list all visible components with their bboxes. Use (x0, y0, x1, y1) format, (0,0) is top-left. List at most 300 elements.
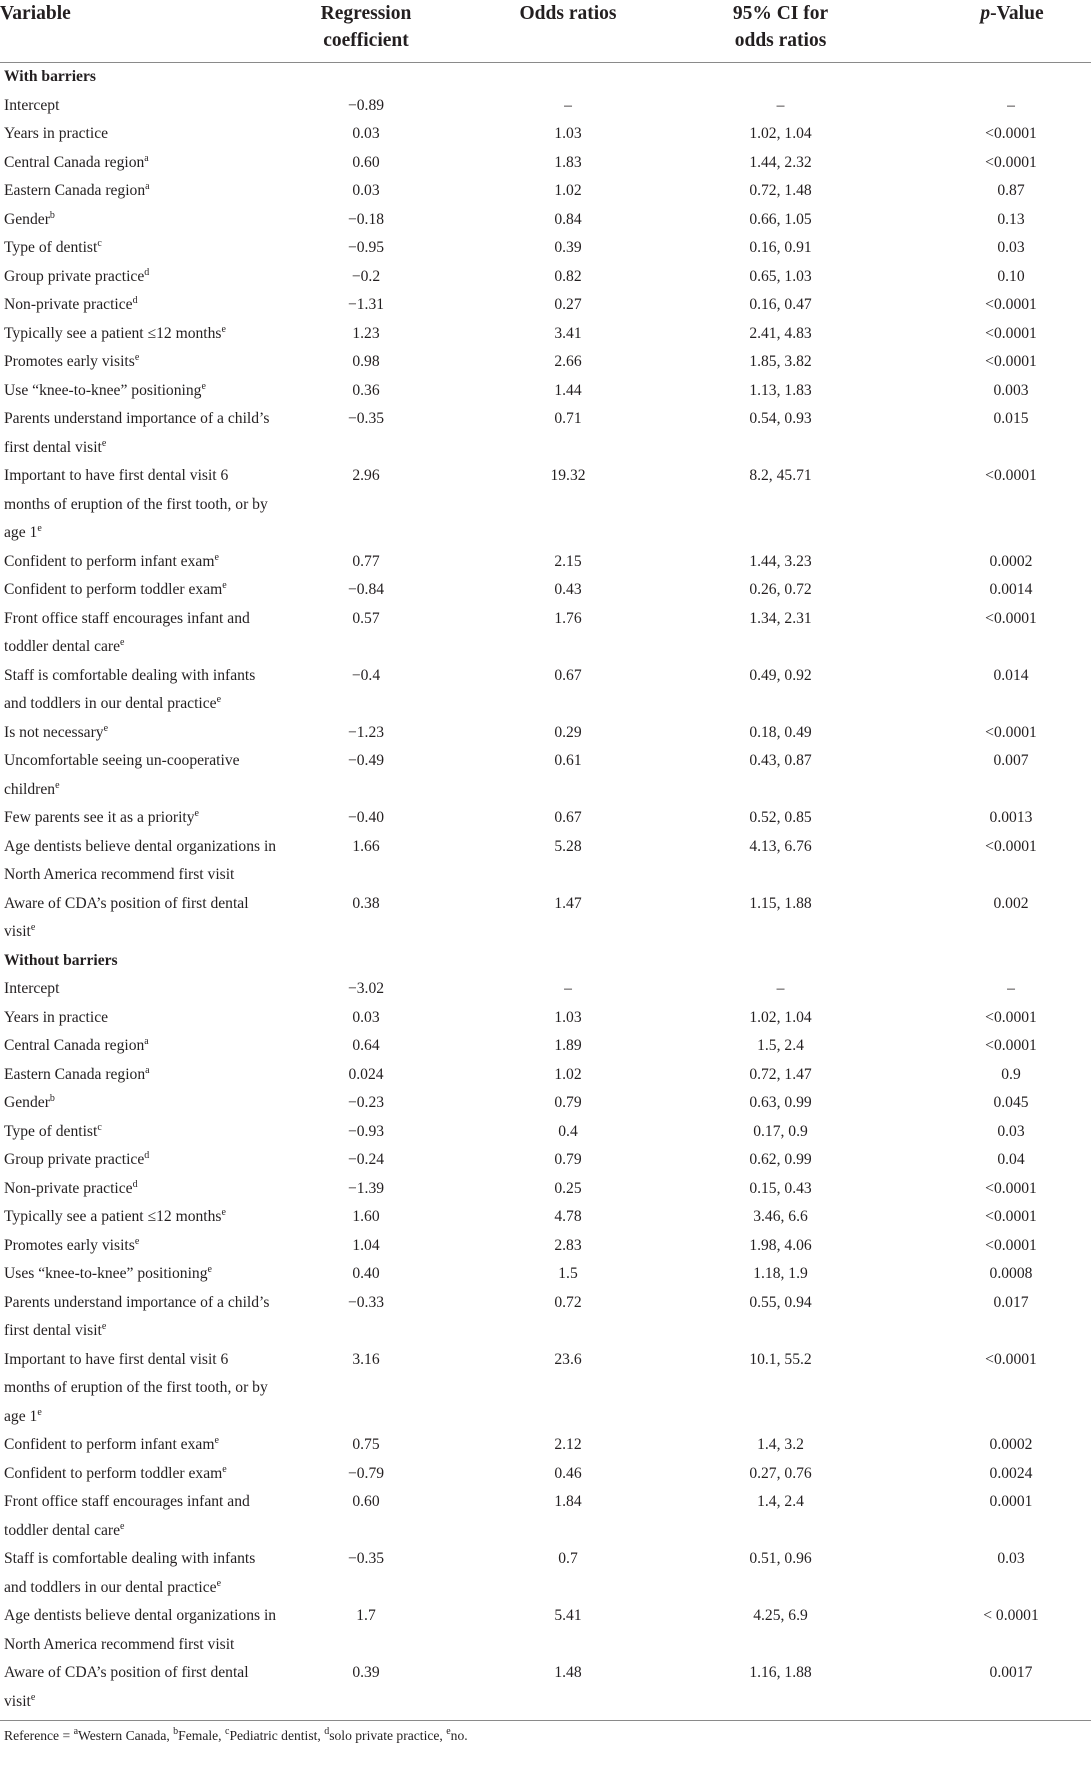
regression-coefficient-cell: −0.49 (347, 752, 385, 769)
ci-cell: 0.27, 0.76 (749, 1464, 812, 1482)
p-value-cell: <0.0001 (985, 296, 1037, 313)
odds-ratio-cell: 1.02 (554, 182, 582, 199)
variable-cell (0, 833, 286, 890)
table-header (0, 0, 1091, 63)
odds-ratio-cell: 2.66 (554, 353, 582, 370)
odds-ratio-cell: 0.82 (554, 267, 582, 285)
variable-cell (0, 1659, 286, 1721)
variable-cell (0, 1289, 286, 1346)
odds-ratio-cell: 1.76 (554, 609, 582, 627)
p-value-cell: <0.0001 (985, 153, 1037, 171)
table-row (0, 1346, 1091, 1432)
footnote-marker: e (216, 1577, 222, 1589)
odds-ratio-cell: 5.41 (554, 1607, 582, 1624)
footnote-marker: e (134, 352, 140, 363)
variable-cell (0, 1061, 286, 1090)
odds-ratio-cell: 0.43 (554, 581, 582, 598)
regression-coefficient-cell: −1.39 (347, 1179, 385, 1197)
odds-ratio-cell: 0.4 (558, 1122, 578, 1140)
footnote-item-text: Female, (178, 1728, 225, 1743)
variable-label: Type of dentist (4, 1122, 98, 1140)
regression-coefficient-cell: 0.60 (352, 153, 380, 171)
table-row (0, 263, 1091, 292)
regression-coefficient-cell: −0.4 (351, 666, 381, 684)
ci-cell: 0.54, 0.93 (749, 410, 812, 427)
ci-cell: 8.2, 45.71 (749, 467, 812, 484)
p-value-cell: 0.0008 (989, 1265, 1033, 1282)
variable-cell (0, 1602, 286, 1659)
regression-coefficient-cell: 0.03 (352, 125, 380, 142)
variable-cell (0, 1488, 286, 1545)
variable-cell (0, 1260, 286, 1289)
odds-ratio-cell: 5.28 (554, 837, 582, 855)
footnote-item-marker: a (73, 1726, 79, 1737)
odds-ratio-cell: 0.61 (554, 752, 582, 769)
footnote-marker: d (144, 1150, 150, 1161)
footnote-item-marker: e (446, 1726, 451, 1737)
odds-ratio-cell: 0.71 (554, 410, 582, 427)
variable-cell (0, 804, 286, 833)
ci-cell: 1.02, 1.04 (749, 125, 812, 142)
variable-label: Gender (4, 1094, 50, 1111)
section-title: With barriers (4, 68, 96, 85)
regression-coefficient-cell: 0.98 (352, 353, 380, 370)
odds-ratio-cell: 19.32 (550, 467, 586, 484)
regression-coefficient-cell: −1.23 (347, 723, 385, 741)
variable-label: Front office staff encourages infant and toddler dental care (4, 609, 250, 655)
variable-cell (0, 1175, 286, 1204)
variable-cell (0, 605, 286, 662)
variable-label: Parents understand importance of a child’s first dental visit (4, 1293, 270, 1339)
odds-ratio-cell: 1.48 (554, 1664, 582, 1681)
header-ci (690, 0, 871, 63)
ci-cell: 0.72, 1.47 (749, 1065, 812, 1083)
variable-label: Eastern Canada region (4, 1065, 146, 1083)
footnote-marker: e (37, 1406, 42, 1418)
footnote-item-marker: c (224, 1726, 230, 1737)
variable-cell (0, 234, 286, 263)
footnote-marker: b (49, 1093, 55, 1104)
variable-cell (0, 348, 286, 377)
header-ci-line2: odds ratios (734, 30, 827, 51)
p-value-cell: <0.0001 (985, 125, 1037, 142)
footnote-marker: d (132, 295, 138, 306)
odds-ratio-cell: 1.89 (554, 1037, 582, 1054)
variable-label: Age dentists believe dental organizations in North America recommend first visit (4, 1607, 277, 1653)
table-row (0, 1203, 1091, 1232)
regression-coefficient-cell: 3.16 (352, 1350, 380, 1368)
ci-cell: 0.49, 0.92 (749, 666, 812, 684)
ci-cell: 0.65, 1.03 (749, 267, 812, 285)
p-value-cell: 0.002 (993, 894, 1029, 912)
footnote-marker: e (55, 779, 60, 791)
regression-coefficient-cell: −0.40 (347, 809, 385, 826)
variable-label: Years in practice (4, 1008, 109, 1026)
footnote-marker: a (144, 152, 149, 164)
ci-cell: 2.41, 4.83 (749, 324, 812, 342)
variable-cell (0, 1032, 286, 1061)
variable-label: Staff is comfortable dealing with infants and toddlers in our dental practice (4, 1550, 256, 1596)
variable-cell (0, 1232, 286, 1261)
footnote-marker: a (144, 1036, 149, 1047)
variable-label: Years in practice (4, 125, 109, 142)
odds-ratio-cell: – (564, 980, 572, 997)
table-row (0, 348, 1091, 377)
variable-cell (0, 377, 286, 406)
footnote-text (0, 1721, 1091, 1747)
odds-ratio-cell: 0.25 (554, 1179, 582, 1197)
table-row (0, 1545, 1091, 1602)
ci-cell: – (776, 96, 785, 114)
variable-label: Confident to perform infant exam (4, 552, 215, 570)
p-value-cell: 0.03 (997, 1122, 1025, 1140)
regression-coefficient-cell: 0.03 (352, 182, 380, 199)
variable-label: Central Canada region (4, 1037, 145, 1054)
regression-coefficient-cell: 0.40 (352, 1265, 380, 1282)
footnote-marker: e (37, 523, 42, 534)
ci-cell: 0.16, 0.91 (749, 239, 812, 256)
table-row (0, 1118, 1091, 1147)
header-regression-line2: coefficient (323, 30, 409, 51)
p-value-cell: 0.045 (993, 1094, 1029, 1111)
odds-ratio-cell: 1.03 (554, 125, 582, 142)
table-row (0, 120, 1091, 149)
footnote-marker: e (30, 922, 36, 933)
regression-coefficient-cell: 0.77 (352, 552, 380, 570)
odds-ratio-cell: 0.79 (554, 1151, 582, 1168)
p-value-cell: <0.0001 (985, 609, 1037, 627)
variable-cell (0, 1004, 286, 1033)
footnote-item-text: Pediatric dentist, (229, 1728, 325, 1743)
p-value-cell: 0.015 (993, 410, 1029, 427)
p-value-cell: 0.9 (1001, 1065, 1021, 1083)
ci-cell: 0.66, 1.05 (749, 210, 812, 228)
table-row (0, 890, 1091, 947)
footnote-marker: e (194, 808, 199, 819)
p-value-cell: 0.014 (993, 666, 1029, 684)
section-row (0, 63, 1091, 92)
variable-label: Important to have first dental visit 6 months of eruption of the first tooth, or by age 1 (4, 467, 268, 541)
footnote-marker: e (207, 1264, 212, 1275)
p-value-cell: 0.007 (993, 752, 1029, 769)
p-value-cell: <0.0001 (985, 1236, 1037, 1254)
table-row (0, 177, 1091, 206)
p-value-cell: 0.0001 (989, 1493, 1033, 1510)
table-row (0, 576, 1091, 605)
variable-label: Staff is comfortable dealing with infants and toddlers in our dental practice (4, 666, 256, 712)
footnote-marker: e (101, 437, 107, 449)
odds-ratio-cell: 0.84 (554, 210, 582, 228)
p-value-cell: 0.04 (997, 1151, 1025, 1168)
footnote-item-text: solo private practice, (329, 1728, 447, 1743)
table-row (0, 1602, 1091, 1659)
variable-cell (0, 747, 286, 804)
footnote-marker: e (134, 1235, 140, 1247)
variable-cell (0, 576, 286, 605)
ci-cell: 1.02, 1.04 (749, 1008, 812, 1026)
variable-cell (0, 177, 286, 206)
header-p-value (871, 0, 1091, 63)
regression-coefficient-cell: −0.95 (347, 239, 385, 256)
footnote-marker: e (120, 637, 125, 648)
footnote-marker: e (214, 1435, 219, 1446)
variable-label: Type of dentist (4, 239, 98, 256)
footnote-marker: d (132, 1178, 138, 1190)
odds-ratio-cell: 0.27 (554, 296, 582, 313)
regression-coefficient-cell: −0.23 (347, 1094, 385, 1111)
variable-cell (0, 320, 286, 349)
p-value-cell: 0.0014 (989, 581, 1033, 598)
footnote-item-text: Western Canada, (78, 1728, 174, 1743)
p-value-cell: – (1007, 96, 1015, 114)
p-value-cell: 0.003 (993, 381, 1029, 399)
regression-coefficient-cell: −0.79 (347, 1464, 385, 1482)
ci-cell: 0.18, 0.49 (749, 723, 812, 741)
ci-cell: 1.16, 1.88 (749, 1664, 812, 1681)
variable-cell (0, 291, 286, 320)
variable-cell (0, 263, 286, 292)
header-odds-ratios: Odds ratios (519, 3, 617, 24)
table-row (0, 1488, 1091, 1545)
table-row (0, 1659, 1091, 1721)
ci-cell: 1.44, 3.23 (749, 552, 812, 570)
variable-label: Group private practice (4, 267, 145, 285)
variable-label: Uncomfortable seeing un-cooperative children (4, 752, 240, 798)
variable-label: Uses “knee-to-knee” positioning (4, 1265, 208, 1282)
table-row (0, 1089, 1091, 1118)
variable-cell (0, 975, 286, 1004)
table-row (0, 804, 1091, 833)
ci-cell: 10.1, 55.2 (749, 1350, 812, 1368)
table-row (0, 291, 1091, 320)
p-value-cell: 0.0024 (989, 1464, 1033, 1482)
footnote-marker: e (221, 1207, 226, 1218)
ci-cell: 1.5, 2.4 (757, 1037, 804, 1054)
variable-label: Parents understand importance of a child’s first dental visit (4, 410, 270, 456)
odds-ratio-cell: 2.15 (554, 552, 582, 570)
regression-coefficient-cell: 0.03 (352, 1008, 380, 1026)
regression-coefficient-cell: 0.60 (352, 1493, 380, 1510)
odds-ratio-cell: 1.5 (558, 1265, 578, 1282)
odds-ratio-cell: 0.46 (554, 1464, 582, 1482)
variable-label: Aware of CDA’s position of first dental visit (4, 1664, 249, 1710)
table-row (0, 1146, 1091, 1175)
regression-coefficient-cell: −0.24 (347, 1151, 385, 1168)
variable-label: Few parents see it as a priority (4, 809, 195, 826)
variable-label: Non-private practice (4, 296, 133, 313)
ci-cell: 1.85, 3.82 (749, 353, 812, 370)
regression-coefficient-cell: −3.02 (347, 980, 385, 997)
odds-ratio-cell: 1.83 (554, 153, 582, 171)
table-row (0, 234, 1091, 263)
footnote-marker: a (145, 181, 150, 192)
p-value-cell: 0.0002 (989, 552, 1033, 570)
variable-cell (0, 548, 286, 577)
ci-cell: 0.52, 0.85 (749, 809, 812, 826)
variable-cell (0, 719, 286, 748)
odds-ratio-cell: 1.03 (554, 1008, 582, 1026)
variable-cell (0, 662, 286, 719)
variable-cell (0, 1118, 286, 1147)
ci-cell: 0.72, 1.48 (749, 182, 812, 199)
regression-coefficient-cell: 1.23 (352, 324, 380, 342)
odds-ratio-cell: 1.84 (554, 1493, 582, 1510)
variable-label: Typically see a patient ≤12 months (4, 1208, 222, 1225)
table-row (0, 92, 1091, 121)
p-value-cell: 0.87 (997, 182, 1025, 199)
ci-cell: 1.4, 3.2 (757, 1436, 804, 1453)
table-row (0, 1032, 1091, 1061)
variable-cell (0, 1146, 286, 1175)
ci-cell: 0.26, 0.72 (749, 581, 812, 598)
ci-cell: 0.55, 0.94 (749, 1293, 812, 1311)
regression-coefficient-cell: 0.024 (348, 1065, 384, 1083)
regression-coefficient-cell: −0.89 (347, 96, 385, 114)
regression-coefficient-cell: 0.57 (352, 609, 380, 627)
table-row (0, 149, 1091, 178)
variable-cell (0, 1089, 286, 1118)
p-value-cell: <0.0001 (985, 467, 1037, 484)
footnote-marker: e (101, 1321, 107, 1332)
regression-coefficient-cell: 1.66 (352, 837, 380, 855)
odds-ratio-cell: 0.79 (554, 1094, 582, 1111)
variable-label: Promotes early visits (4, 1236, 135, 1254)
table-row (0, 1232, 1091, 1261)
odds-ratio-cell: 2.83 (554, 1236, 582, 1254)
p-value-cell: – (1007, 980, 1015, 997)
ci-cell: 0.62, 0.99 (749, 1151, 812, 1168)
variable-cell (0, 405, 286, 462)
odds-ratio-cell: – (564, 96, 572, 114)
ci-cell: 4.25, 6.9 (753, 1607, 808, 1624)
table-row (0, 1460, 1091, 1489)
odds-ratio-cell: 1.44 (554, 381, 582, 399)
regression-coefficient-cell: 1.7 (356, 1607, 376, 1624)
header-p-rest: -Value (990, 3, 1044, 24)
regression-coefficient-cell: 2.96 (352, 467, 380, 484)
ci-cell: 0.63, 0.99 (749, 1094, 812, 1111)
regression-coefficient-cell: 0.38 (352, 894, 380, 912)
p-value-cell: 0.0017 (989, 1664, 1033, 1681)
variable-label: Confident to perform toddler exam (4, 1464, 223, 1482)
regression-coefficient-cell: 0.36 (352, 381, 380, 399)
header-variable: Variable (0, 3, 71, 24)
regression-coefficient-cell: −0.2 (351, 267, 381, 285)
footnote-marker: e (214, 551, 219, 563)
footnote-item-marker: b (173, 1726, 179, 1737)
table-row (0, 975, 1091, 1004)
p-value-cell: 0.03 (997, 239, 1025, 256)
ci-cell: 0.43, 0.87 (749, 752, 812, 769)
p-value-cell: <0.0001 (985, 1208, 1037, 1225)
table-row (0, 605, 1091, 662)
p-value-cell: 0.10 (997, 267, 1025, 285)
footnote-marker: e (222, 1463, 227, 1475)
table-body (0, 63, 1091, 1721)
regression-coefficient-cell: 0.39 (352, 1664, 380, 1681)
regression-coefficient-cell: 1.04 (352, 1236, 380, 1254)
p-value-cell: <0.0001 (985, 1008, 1037, 1026)
variable-label: Important to have first dental visit 6 months of eruption of the first tooth, or by age 1 (4, 1350, 268, 1425)
variable-cell (0, 120, 286, 149)
variable-cell (0, 92, 286, 121)
variable-label: Is not necessary (4, 723, 104, 741)
regression-coefficient-cell: −0.35 (347, 1550, 385, 1567)
regression-coefficient-cell: −0.84 (347, 581, 385, 598)
ci-cell: 1.4, 2.4 (757, 1493, 804, 1510)
header-p-italic: p (980, 3, 991, 24)
variable-label: Confident to perform toddler exam (4, 581, 223, 598)
p-value-cell: <0.0001 (985, 353, 1037, 370)
table-row (0, 462, 1091, 548)
footnote-marker: e (221, 323, 226, 335)
odds-ratio-cell: 1.47 (554, 894, 582, 912)
p-value-cell: <0.0001 (985, 837, 1037, 855)
regression-coefficient-cell: −0.18 (347, 210, 385, 228)
table-row (0, 548, 1091, 577)
table-row (0, 662, 1091, 719)
regression-coefficient-cell: 0.64 (352, 1037, 380, 1054)
p-value-cell: 0.0013 (989, 809, 1033, 826)
footnote-marker: d (144, 266, 150, 278)
regression-coefficient-cell: 1.60 (352, 1208, 380, 1225)
table-row (0, 833, 1091, 890)
regression-coefficient-cell: −0.35 (347, 410, 385, 427)
odds-ratio-cell: 0.67 (554, 809, 582, 826)
table-row (0, 320, 1091, 349)
variable-cell (0, 1431, 286, 1460)
footnote-marker: c (97, 238, 102, 249)
header-regression-line1: Regression (320, 3, 412, 24)
p-value-cell: 0.0002 (989, 1436, 1033, 1453)
footnote-marker: e (30, 1691, 36, 1703)
variable-cell (0, 149, 286, 178)
ci-cell: 0.51, 0.96 (749, 1550, 812, 1567)
p-value-cell: <0.0001 (985, 1037, 1037, 1054)
variable-label: Promotes early visits (4, 353, 135, 370)
variable-cell (0, 1346, 286, 1432)
variable-label: Eastern Canada region (4, 182, 146, 199)
table-row (0, 405, 1091, 462)
p-value-cell: 0.13 (997, 210, 1025, 228)
section-row (0, 947, 1091, 976)
table-row (0, 719, 1091, 748)
p-value-cell: <0.0001 (985, 1179, 1037, 1197)
header-regression-coefficient (286, 0, 446, 63)
regression-coefficient-cell: −0.93 (347, 1122, 385, 1140)
table-row (0, 1061, 1091, 1090)
variable-label: Front office staff encourages infant and toddler dental care (4, 1493, 250, 1539)
p-value-cell: < 0.0001 (983, 1607, 1039, 1624)
variable-label: Intercept (4, 96, 60, 114)
ci-cell: 1.98, 4.06 (749, 1236, 812, 1254)
footnote-marker: a (145, 1064, 150, 1076)
variable-label: Aware of CDA’s position of first dental visit (4, 894, 249, 940)
variable-label: Central Canada region (4, 153, 145, 171)
variable-label: Typically see a patient ≤12 months (4, 324, 222, 342)
variable-label: Non-private practice (4, 1179, 133, 1197)
table-row (0, 206, 1091, 235)
ci-cell: 0.16, 0.47 (749, 296, 812, 313)
p-value-cell: 0.03 (997, 1550, 1025, 1567)
ci-cell: 1.34, 2.31 (749, 609, 812, 627)
table-row (0, 377, 1091, 406)
p-value-cell: <0.0001 (985, 324, 1037, 342)
variable-label: Confident to perform infant exam (4, 1436, 215, 1453)
ci-cell: – (776, 980, 785, 997)
table-row (0, 1260, 1091, 1289)
footnote-lead: Reference = (4, 1728, 74, 1743)
